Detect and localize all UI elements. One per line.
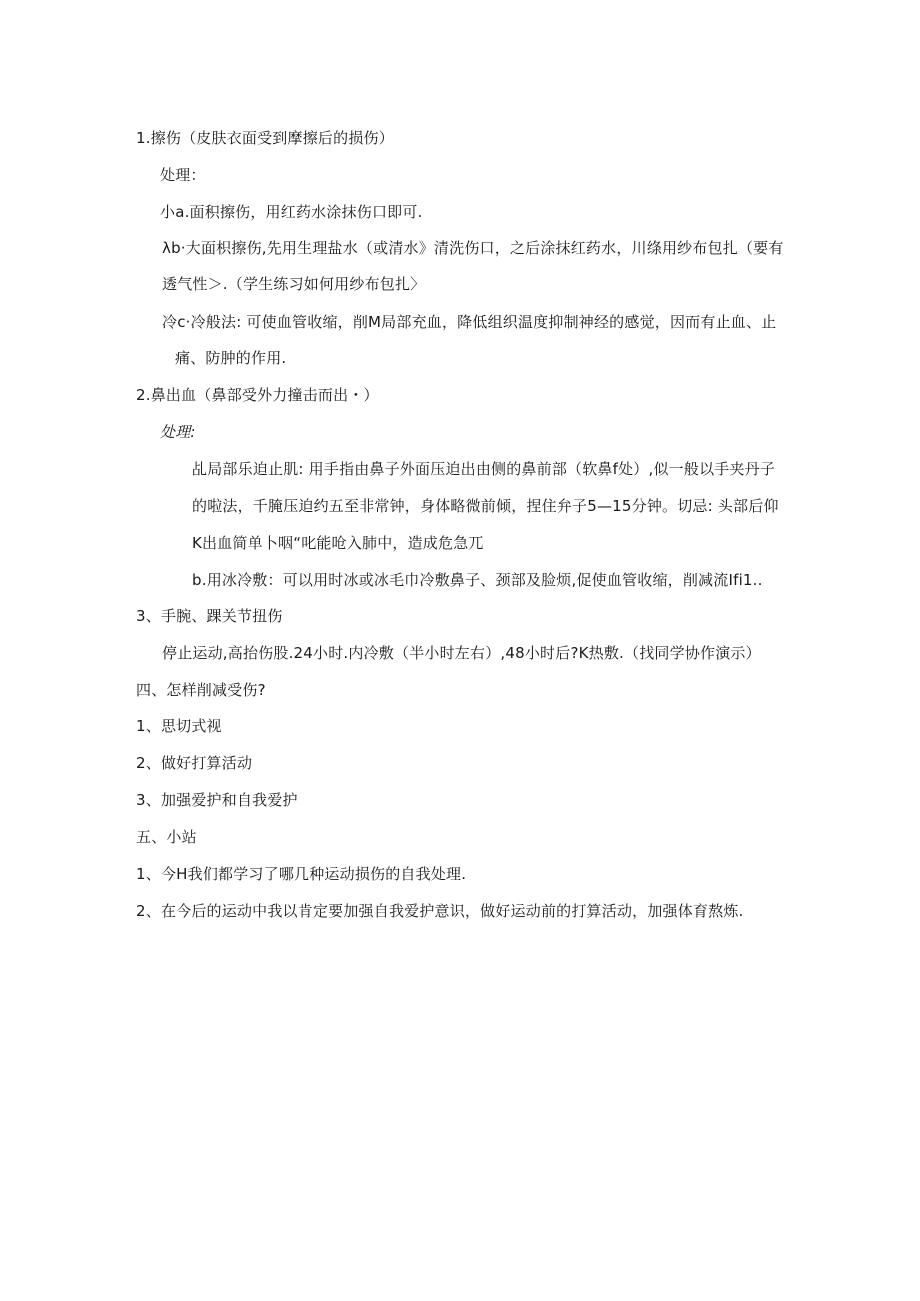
section2-item-a-line3: K出血简单卜咽“叱能呛入肺中，造成危急兀	[192, 534, 484, 552]
section3-body: 停止运动,高抬伤股.24小时.内冷敷（半小时左右）,48小时后?K热敷.（找同学协作演示）	[162, 644, 761, 662]
section2-item-a-line2: 的啦法，千腌压迫约五至非常钟，身体略微前倾，捏住弁子5—15分钟。切忌: 头部后仰	[192, 497, 779, 515]
section1-item-a: 小a.面积擦伤，用红药水涂抹伤口即可.	[160, 203, 423, 221]
section4-heading: 四、怎样削减受伤?	[136, 681, 266, 699]
section4-item: 1、思切式视	[136, 717, 222, 735]
section1-item-c-line2: 痛、防肿的作用.	[175, 349, 287, 367]
section4-item: 3、加强爱护和自我爱护	[136, 791, 298, 809]
section1-heading: 1.擦伤（皮肤衣面受到摩擦后的损伤）	[136, 129, 394, 147]
section5-heading: 五、小站	[136, 828, 197, 846]
section1-item-b-line2: 透气性＞.（学生练习如何用纱布包扎〉	[162, 275, 426, 293]
section2-item-b: b.用冰冷敷：可以用时冰或冰毛巾冷敷鼻子、颈部及脸烦,促使血管收缩，削减流Ifi1..	[192, 571, 763, 589]
section1-label: 处理：	[160, 166, 206, 184]
section1-item-c-line1: 冷c·冷般法: 可使血管收缩，削M局部充血，降低组织温度抑制神经的感觉，因而有止血、止	[162, 313, 777, 331]
section3-heading: 3、手腕、踝关节扭伤	[136, 607, 283, 625]
section1-item-b-line1: λb·大面枳擦伤,先用生理盐水（或清水》清洗伤口，之后涂抹红药水，川绦用纱布包扎（要有	[162, 239, 784, 257]
section2-label: 处理:	[160, 423, 196, 441]
section4-item: 2、做好打算活动	[136, 754, 253, 772]
section2-heading: 2.鼻出血（鼻部受外力撞击而出・）	[136, 386, 379, 404]
section5-item: 1、今H我们都学习了哪几种运动损伤的自我处理.	[136, 865, 467, 883]
section5-item: 2、在今后的运动中我以肯定要加强自我爱护意识，做好运动前的打算活动，加强体育熬炼.	[136, 902, 744, 920]
section2-item-a-line1: 乩局部乐迫止肌: 用手指由鼻子外面压迫出由侧的鼻前部（软鼻f处）,似一般以手夹丹子	[192, 460, 776, 478]
